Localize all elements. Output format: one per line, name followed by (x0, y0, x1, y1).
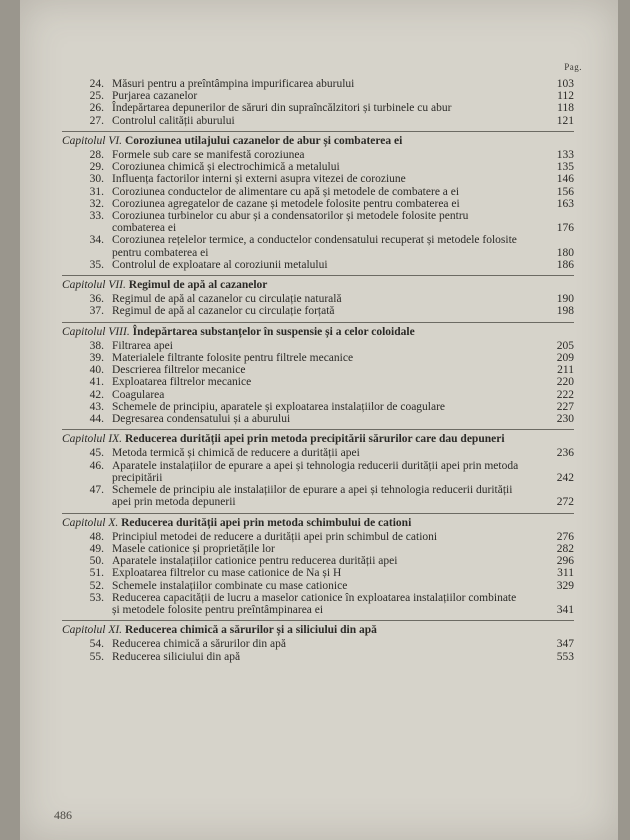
entry-page: 222 (556, 388, 574, 401)
entry-number: 39. (89, 352, 104, 365)
entry-page: 205 (556, 339, 574, 352)
entry-page: 180 (556, 246, 574, 259)
toc-entry (62, 340, 574, 352)
entry-number: 32. (89, 197, 104, 210)
entry-page: 133 (556, 149, 574, 162)
entry-number: 34. (89, 234, 104, 247)
entry-number: 55. (89, 650, 104, 663)
chapter-title: Reducerea durității apei prin metoda schimbului de cationi (121, 516, 412, 529)
toc-entry (62, 376, 574, 388)
entry-title: Controlul calității aburului (112, 114, 235, 127)
entry-title: Îndepărtarea depunerilor de săruri din supraîncălzitori și turbinele cu abur (112, 102, 452, 115)
entry-page: 118 (557, 102, 574, 115)
entry-page: 209 (556, 352, 574, 365)
entry-page: 186 (556, 258, 574, 271)
chapter-label: Capitolul VII. (62, 279, 126, 292)
entry-number: 30. (89, 173, 104, 186)
entry-title: Regimul de apă al cazanelor cu circulație forțată (112, 305, 335, 318)
entry-title: Exploatarea filtrelor mecanice (112, 376, 252, 389)
entry-number: 31. (89, 185, 104, 198)
chapter-label: Capitolul IX. (62, 433, 123, 446)
entry-title: Schemele de principiu ale instalațiilor de epurare a apei și tehnologia reducerii durității apei prin metoda depunerii (112, 484, 513, 509)
table-of-contents (62, 78, 574, 663)
chapter-heading (62, 624, 574, 636)
entry-number: 40. (89, 364, 104, 377)
entry-number: 46. (89, 459, 104, 472)
chapter-label: Capitolul VIII. (62, 325, 130, 338)
toc-entry (62, 638, 574, 650)
chapter-section (62, 429, 574, 508)
entry-number: 43. (89, 400, 104, 413)
toc-entry (62, 186, 574, 198)
toc-entry (62, 102, 574, 114)
entry-number: 26. (89, 102, 104, 115)
entry-number: 49. (89, 542, 104, 555)
entry-title: Coroziunea rețelelor termice, a conductelor condensatului recuperat și metodele folosite pentru combaterea ei (112, 234, 517, 259)
entry-title: Aparatele instalațiilor de epurare a apei și tehnologia reducerii durității apei prin metoda precipitării (112, 459, 519, 484)
entry-title: Reducerea siliciului din apă (112, 650, 241, 663)
entry-title: Influența factorilor interni și externi asupra vitezei de coroziune (112, 173, 406, 186)
entry-title: Reducerea capacității de lucru a maselor cationice în exploatarea instalațiilor combinate și metodele folosite pentru preîntâmpinarea ei (112, 591, 517, 616)
entry-number: 48. (89, 530, 104, 543)
toc-entry (62, 580, 574, 592)
entry-page: 329 (556, 579, 574, 592)
toc-entry (62, 484, 574, 508)
entry-title: Coroziunea chimică și electrochimică a metalului (112, 161, 340, 174)
entry-page: 112 (557, 90, 574, 103)
entry-number: 33. (89, 210, 104, 223)
toc-entry (62, 531, 574, 543)
toc-entry (62, 401, 574, 413)
entry-page: 103 (556, 78, 574, 90)
entry-page: 236 (556, 447, 574, 460)
chapter-section (62, 513, 574, 617)
chapter-heading (62, 279, 574, 291)
entry-number: 36. (89, 293, 104, 306)
entry-number: 44. (89, 413, 104, 426)
toc-entry (62, 234, 574, 258)
entry-page: 176 (556, 222, 574, 235)
entry-number: 25. (89, 90, 104, 103)
entry-page: 135 (556, 161, 574, 174)
chapter-heading (62, 433, 574, 445)
toc-entry (62, 555, 574, 567)
entry-page: 230 (556, 413, 574, 426)
entry-title: Purjarea cazanelor (112, 90, 198, 103)
entry-page: 276 (556, 530, 574, 543)
entry-title: Principiul metodei de reducere a durității apei prin schimbul de cationi (112, 530, 438, 543)
entry-number: 29. (89, 161, 104, 174)
page-number: 486 (54, 808, 72, 822)
toc-entry (62, 592, 574, 616)
toc-entry (62, 115, 574, 127)
entry-number: 42. (89, 388, 104, 401)
entry-number: 24. (89, 78, 104, 90)
pag-column-header: Pag. (564, 62, 582, 72)
toc-entry (62, 567, 574, 579)
entry-title: Aparatele instalațiilor cationice pentru reducerea durității apei (112, 555, 398, 568)
toc-entry (62, 460, 574, 484)
chapter-title: Regimul de apă al cazanelor (128, 279, 268, 292)
toc-entry (62, 389, 574, 401)
entry-page: 156 (556, 185, 574, 198)
entry-number: 28. (89, 149, 104, 162)
entry-title: Metoda termică și chimică de reducere a durității apei (112, 447, 360, 460)
entry-page: 282 (556, 542, 574, 555)
entry-title: Schemele de principiu, aparatele și exploatarea instalațiilor de coagulare (112, 400, 446, 413)
entry-title: Descrierea filtrelor mecanice (112, 364, 246, 377)
chapter-heading (62, 326, 574, 338)
entry-title: Materialele filtrante folosite pentru filtrele mecanice (112, 352, 354, 365)
entry-title: Exploatarea filtrelor cu mase cationice de Na și H (112, 567, 342, 580)
toc-entry (62, 413, 574, 425)
entry-page: 311 (557, 567, 574, 580)
entry-page: 198 (556, 305, 574, 318)
entry-number: 45. (89, 447, 104, 460)
chapter-section (62, 322, 574, 426)
entry-page: 347 (556, 638, 574, 651)
entry-page: 146 (556, 173, 574, 186)
toc-entry (62, 78, 574, 90)
chapter-title: Reducerea chimică a sărurilor și a siliciului din apă (124, 624, 377, 637)
entry-page: 242 (556, 471, 574, 484)
toc-entry (62, 364, 574, 376)
entry-title: Formele sub care se manifestă coroziunea (112, 149, 305, 162)
chapter-section (62, 275, 574, 318)
chapter-heading (62, 135, 574, 147)
toc-entry (62, 259, 574, 271)
entry-number: 35. (89, 258, 104, 271)
entry-page: 272 (556, 496, 574, 509)
entry-number: 50. (89, 555, 104, 568)
entry-number: 47. (89, 484, 104, 497)
entry-title: Măsuri pentru a preîntâmpina impurificarea aburului (112, 78, 355, 90)
toc-entry (62, 651, 574, 663)
entry-title: Controlul de exploatare al coroziunii metalului (112, 258, 328, 271)
toc-entry (62, 161, 574, 173)
entry-page: 227 (556, 400, 574, 413)
toc-entry (62, 198, 574, 210)
entry-page: 341 (556, 603, 574, 616)
entry-page: 121 (556, 114, 574, 127)
toc-entry (62, 173, 574, 185)
entry-page: 163 (556, 197, 574, 210)
entry-title: Masele cationice și proprietățile lor (112, 542, 275, 555)
toc-entry (62, 293, 574, 305)
toc-entry (62, 543, 574, 555)
toc-entry (62, 447, 574, 459)
document-page (20, 0, 618, 840)
chapter-label: Capitolul XI. (62, 624, 123, 637)
entry-number: 37. (89, 305, 104, 318)
entry-title: Regimul de apă al cazanelor cu circulație naturală (112, 293, 342, 306)
entry-number: 38. (89, 339, 104, 352)
toc-entry (62, 149, 574, 161)
chapter-label: Capitolul VI. (62, 134, 123, 147)
entry-number: 41. (89, 376, 104, 389)
chapter-title: Coroziunea utilajului cazanelor de abur și combaterea ei (124, 134, 403, 147)
entry-title: Reducerea chimică a sărurilor din apă (112, 638, 287, 651)
entry-title: Filtrarea apei (112, 339, 173, 352)
entry-number: 51. (89, 567, 104, 580)
entry-title: Schemele instalațiilor combinate cu mase cationice (112, 579, 348, 592)
entry-page: 220 (556, 376, 574, 389)
entry-number: 53. (89, 591, 104, 604)
toc-entry (62, 90, 574, 102)
entry-page: 553 (556, 650, 574, 663)
entry-page: 296 (556, 555, 574, 568)
entry-title: Coroziunea agregatelor de cazane și metodele folosite pentru combaterea ei (112, 197, 460, 210)
entry-title: Degresarea condensatului și a aburului (112, 413, 291, 426)
toc-entry (62, 305, 574, 317)
chapter-label: Capitolul X. (62, 516, 119, 529)
chapter-section (62, 131, 574, 271)
chapter-title: Reducerea durității apei prin metoda precipitării sărurilor care dau depuneri (124, 433, 505, 446)
entry-title: Coagularea (112, 388, 165, 401)
toc-entry (62, 352, 574, 364)
entry-page: 211 (557, 364, 574, 377)
chapter-heading (62, 517, 574, 529)
entry-page: 190 (556, 293, 574, 306)
chapter-section (62, 620, 574, 663)
entry-number: 54. (89, 638, 104, 651)
entry-title: Coroziunea conductelor de alimentare cu apă și metodele de combatere a ei (112, 185, 460, 198)
entry-number: 27. (89, 114, 104, 127)
entry-title: Coroziunea turbinelor cu abur și a condensatorilor și metodele folosite pentru combaterea ei (112, 210, 469, 235)
chapter-title: Îndepărtarea substanțelor în suspensie și a celor coloidale (132, 325, 415, 338)
entry-number: 52. (89, 579, 104, 592)
toc-entry (62, 210, 574, 234)
